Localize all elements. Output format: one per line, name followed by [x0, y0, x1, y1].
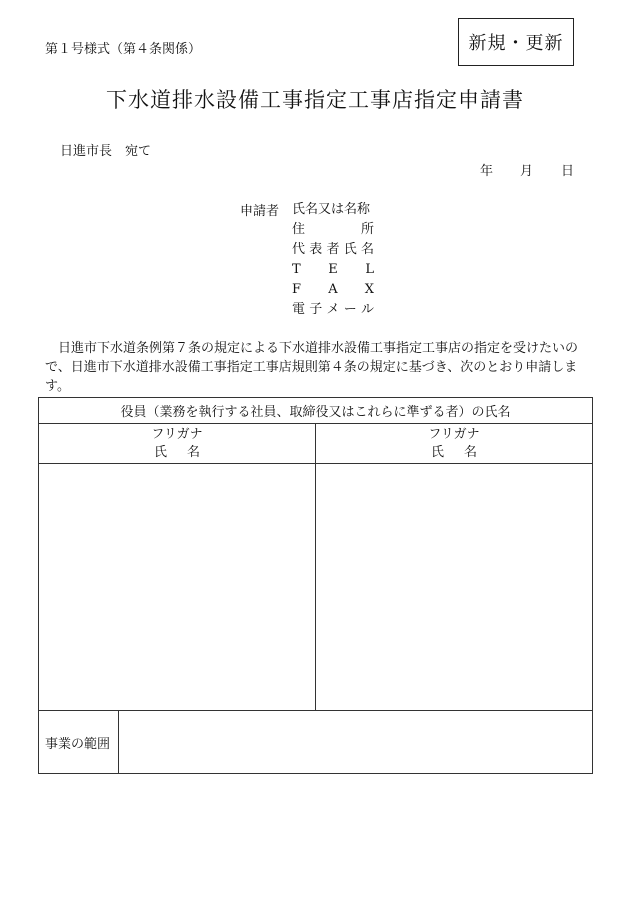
officers-names-right-field[interactable]	[316, 464, 593, 711]
field-tel-label: T E L	[292, 262, 374, 277]
field-fax-label: F A X	[292, 282, 374, 297]
officers-table-header: 役員（業務を執行する社員、取締役又はこれらに準ずる者）の氏名	[39, 398, 593, 424]
business-scope-label: 事業の範囲	[39, 711, 119, 774]
form-number: 第１号様式（第４条関係）	[45, 42, 202, 57]
officers-table	[38, 397, 593, 774]
officers-column-left-header	[39, 424, 316, 464]
date-year-label: 年	[480, 164, 494, 179]
field-address-label: 住 所	[292, 222, 374, 237]
applicant-field-labels	[292, 200, 374, 320]
document-title: 下水道排水設備工事指定工事店指定申請書	[106, 88, 524, 112]
field-representative-label: 代 表 者 氏 名	[292, 242, 374, 257]
name-label: 氏名	[153, 444, 220, 460]
business-scope-field[interactable]	[119, 711, 593, 774]
new-renewal-box: 新規・更新	[458, 18, 574, 66]
date-day-label: 日	[561, 164, 575, 179]
name-label: 氏名	[431, 444, 498, 460]
field-email-label: 電 子 メ ー ル	[292, 302, 374, 317]
field-name-label: 氏名又は名称	[292, 202, 371, 217]
officers-column-right-header	[316, 424, 593, 464]
application-statement: 日進市下水道条例第７条の規定による下水道排水設備工事指定工事店の指定を受けたいので、日進市下水道排水設備工事指定工事店規則第４条の規定に基づき、次のとおり申請します。	[45, 341, 579, 394]
officers-names-left-field[interactable]	[39, 464, 316, 711]
applicant-label: 申請者	[240, 204, 280, 219]
furigana-label: フリガナ	[428, 426, 480, 442]
furigana-label: フリガナ	[151, 426, 203, 442]
date-month-label: 月	[520, 164, 534, 179]
addressee: 日進市長 宛て	[60, 144, 152, 159]
